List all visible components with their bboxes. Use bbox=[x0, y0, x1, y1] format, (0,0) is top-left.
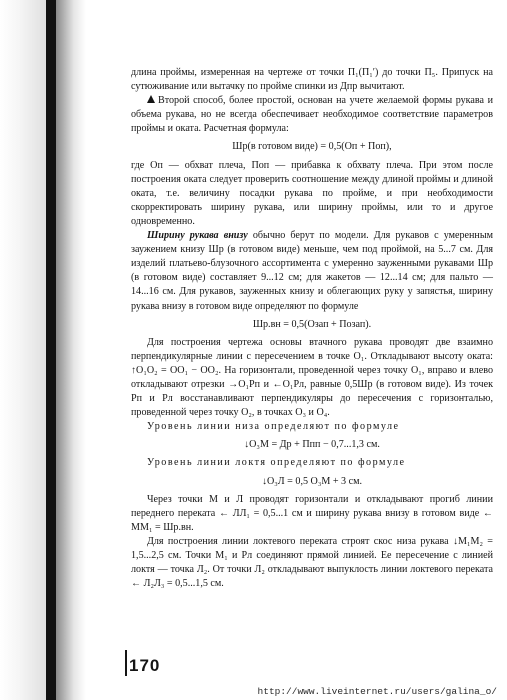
sleeve-bottom-width-term: Ширину рукава внизу bbox=[147, 230, 248, 242]
formula-sleeve-bottom: Шр.вн = 0,5(Озап + Позап). bbox=[252, 318, 372, 330]
formula-sleeve-width: Шр(в готовом виде) = 0,5(Оп + Поп), bbox=[232, 141, 392, 153]
paragraph-5: Для построения чертежа основы втачного рукава проводят две взаимно перпендикулярные линии с пересечением в точке О₁. Откладывают высоту оката: ↑О₁О₂ = ОО₁ − ОО₂. На горизонтали, проведенной через точку О₁, вправо и влево откладывают отрезки →О₁Рп и ←О₁Рл, равные 0,5Шр (в готовом виде). Из точек Рп и Рл восстанавливают перпендикуляры до пересечения с горизонталью, проведенной через точку О₂, в точках О₃ и О₄. bbox=[131, 336, 493, 419]
paragraph-6: Через точки М и Л проводят горизонтали и откладывают прогиб линии переднего переката ← ЛЛ₁ = 0,5...1 см и ширину рукава внизу в готовом виде ← ММ₁ = Шр.вн. bbox=[131, 493, 493, 533]
spine-gradient bbox=[56, 0, 86, 700]
page-body bbox=[131, 66, 493, 591]
paragraph-1: длина проймы, измеренная на чертеже от точки П₁(П₁′) до точки П₅. Припуск на сутюживание или вытачку по пройме спинки из Дпр вычитают. bbox=[131, 67, 493, 93]
paragraph-3: где Оп — обхват плеча, Поп — прибавка к обхвату плеча. При этом после построения оката следует проверить соотношение между длиной проймы и длиной оката, т.е. величину посадки рукава по пройме, и при необходимости скорректировать ширину рукава, или ширину проймы, или то и другое одновременно. bbox=[131, 159, 493, 227]
source-watermark: http://www.liveinternet.ru/users/galina_o/ bbox=[257, 686, 497, 697]
formula-hem-level: ↓О₃М = Др + Ппп − 0,7...1,3 см. bbox=[244, 439, 380, 451]
book-spine-shadow bbox=[46, 0, 56, 700]
page-number-bar bbox=[125, 650, 127, 676]
paragraph-2-text: Второй способ, более простой, основан на учете желаемой формы рукава и объема рукава, но не всегда обеспечивает необходимое соответствие параметров проймы и оката. Расчетная формула: bbox=[131, 95, 493, 135]
heading-hem-level: Уровень линии низа определяют по формуле bbox=[147, 421, 400, 433]
heading-elbow-level: Уровень линии локтя определяют по формуле bbox=[147, 457, 406, 469]
paragraph-4 bbox=[131, 229, 493, 314]
triangle-marker-icon bbox=[147, 95, 155, 103]
formula-elbow-level: ↓О₃Л = 0,5 О₃М + 3 см. bbox=[261, 475, 363, 487]
paragraph-4-text: обычно берут по модели. Для рукавов с умеренным заужением книзу Шр (в готовом виде) меньше, чем под проймой, на 5...7 см. Для изделий платьево-блузочного ассортимента с умеренно зауженными рукавами Шр (в готовом виде) составляет 9...12 см; для жакетов — 12...14 см; для пальто — 14...16 см. Для рукавов, зауженных книзу и облегающих руку у запястья, ширину рукава внизу в готовом виде определяют по формуле bbox=[131, 230, 493, 312]
paragraph-2 bbox=[131, 94, 493, 136]
paragraph-7: Для построения линии локтевого переката строят скос низа рукава ↓М₁М₂ = 1,5...2,5 см. Точки М₁ и Рл соединяют прямой линией. Ее пересечение с линией локтя — точка Л₂. От точки Л₂ откладывают выпуклость линии локтевого переката ← Л₂Л₃ = 0,5...1,5 см. bbox=[131, 535, 493, 590]
page-number: 170 bbox=[129, 656, 161, 675]
scan-margin bbox=[0, 0, 50, 700]
